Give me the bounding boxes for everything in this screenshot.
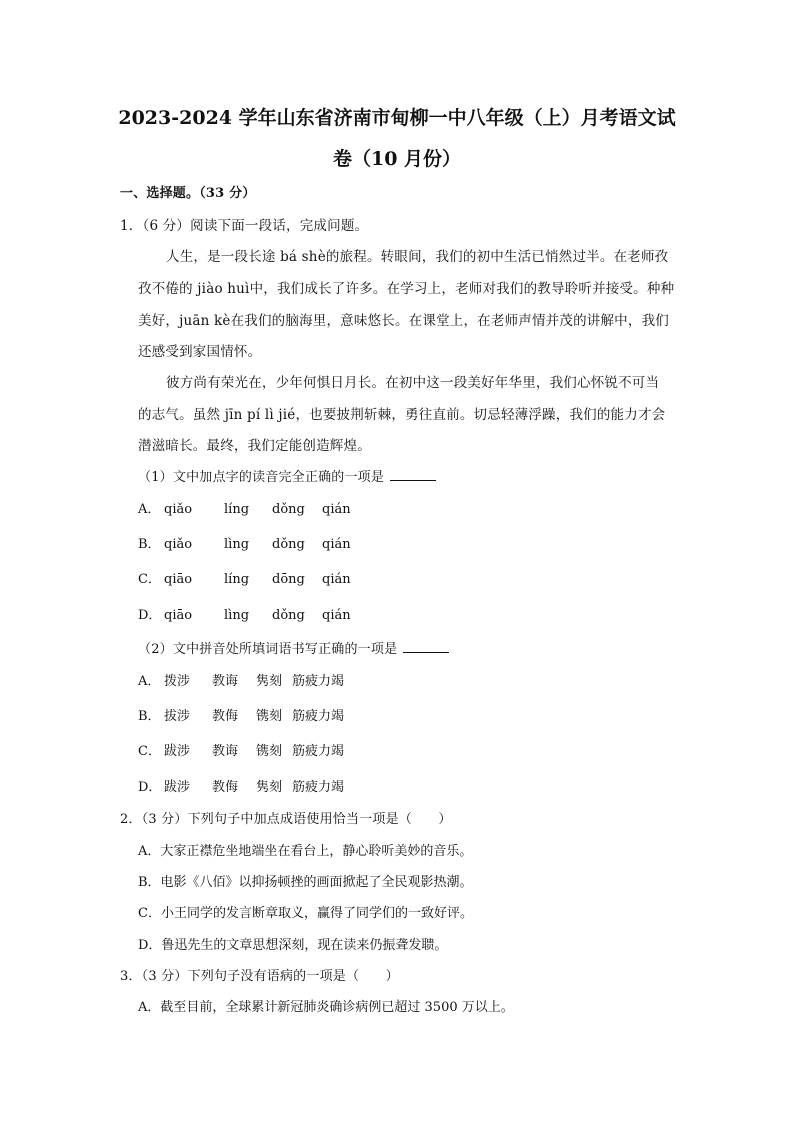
- option-label: A．: [138, 674, 161, 689]
- option-word: 跋涉: [164, 744, 191, 759]
- option-word: dōng: [272, 572, 305, 587]
- option-row[interactable]: A．大家正襟危坐地端坐在看台上，静心聆听美妙的音乐。: [138, 844, 473, 859]
- option-row[interactable]: [138, 673, 362, 691]
- option-word: 教侮: [212, 780, 239, 795]
- option-label: A．: [138, 502, 161, 517]
- passage-line: 的志气。虽然 jīn pí lì jié，也要披荆斩棘，勇往直前。切忌轻薄浮躁，我们的能力才会: [138, 407, 666, 423]
- option-row[interactable]: [138, 501, 369, 519]
- question-1-stem: 1．（6 分）阅读下面一段话，完成问题。: [120, 218, 369, 234]
- option-label: D．: [138, 608, 162, 623]
- option-word: 镌刻: [256, 744, 283, 759]
- answer-blank[interactable]: [403, 640, 449, 653]
- section-heading: 一、选择题。（33 分）: [120, 186, 256, 201]
- option-word: qián: [322, 608, 351, 623]
- option-word: 筋疲力竭: [292, 744, 345, 759]
- option-word: líng: [224, 572, 250, 587]
- passage-line: 美好，juān kè在我们的脑海里，意味悠长。在课堂上，在老师声情并茂的讲解中，我们: [138, 313, 669, 329]
- option-word: qiǎo: [164, 502, 193, 517]
- passage-line: 孜不倦的 jiào huì中，我们成长了许多。在学习上，老师对我们的教导聆听并接受。种种: [138, 281, 675, 297]
- passage-line: 人生，是一段长途 bá shè的旅程。转眼间，我们的初中生活已悄然过半。在老师孜: [166, 249, 669, 265]
- option-word: 镌刻: [256, 709, 283, 724]
- option-row[interactable]: [138, 708, 362, 726]
- option-word: lìng: [224, 537, 250, 552]
- option-label: D．: [138, 780, 162, 795]
- option-word: qiāo: [164, 572, 193, 587]
- option-row[interactable]: [138, 607, 369, 625]
- option-word: qián: [322, 502, 351, 517]
- exam-title-line-1: 2023-2024 学年山东省济南市甸柳一中八年级（上）月考语文试: [118, 107, 676, 129]
- option-word: dǒng: [272, 537, 305, 552]
- option-word: qián: [322, 572, 351, 587]
- sub-question-2-text: （2）文中拼音处所填词语书写正确的一项是: [138, 642, 398, 657]
- option-word: 跋涉: [164, 780, 191, 795]
- sub-question-1-text: （1）文中加点字的读音完全正确的一项是: [138, 470, 385, 485]
- option-row[interactable]: [138, 536, 369, 554]
- option-word: 教诲: [212, 744, 239, 759]
- option-row[interactable]: B．电影《八佰》以抑扬顿挫的画面掀起了全民观影热潮。: [138, 875, 473, 890]
- option-label: C．: [138, 572, 161, 587]
- option-word: 筋疲力竭: [292, 709, 345, 724]
- option-word: qiāo: [164, 608, 193, 623]
- option-label: B．: [138, 537, 161, 552]
- option-word: qián: [322, 537, 351, 552]
- option-word: lìng: [224, 608, 250, 623]
- option-word: dǒng: [272, 502, 305, 517]
- sub-question-1-prompt: [138, 468, 436, 487]
- option-label: B．: [138, 709, 161, 724]
- question-3-stem: 3．（3 分）下列句子没有语病的一项是（ ）: [120, 969, 399, 984]
- option-row[interactable]: D．鲁迅先生的文章思想深刻，现在读来仍振聋发聩。: [138, 938, 448, 953]
- exam-title-line-2: 卷（10 月份）: [332, 148, 462, 170]
- option-word: 筋疲力竭: [292, 674, 345, 689]
- option-word: 教侮: [212, 709, 239, 724]
- option-row[interactable]: [138, 779, 362, 797]
- option-word: qiǎo: [164, 537, 193, 552]
- option-word: 拨涉: [164, 674, 191, 689]
- option-word: 拔涉: [164, 709, 191, 724]
- option-row[interactable]: [138, 743, 362, 761]
- passage-line: 彼方尚有荣光在，少年何惧日月长。在初中这一段美好年华里，我们心怀锐不可当: [166, 375, 660, 391]
- option-word: líng: [224, 502, 250, 517]
- option-row[interactable]: [138, 571, 369, 589]
- passage-line: 还感受到家国情怀。: [138, 344, 262, 360]
- question-2-stem: 2．（3 分）下列句子中加点成语使用恰当一项是（ ）: [120, 812, 452, 827]
- option-word: 教诲: [212, 674, 239, 689]
- option-word: 隽刻: [256, 674, 283, 689]
- sub-question-2-prompt: [138, 640, 449, 659]
- option-word: 筋疲力竭: [292, 780, 345, 795]
- option-word: 隽刻: [256, 780, 283, 795]
- option-label: C．: [138, 744, 161, 759]
- passage-line: 潜滋暗长。最终，我们定能创造辉煌。: [138, 438, 371, 454]
- answer-blank[interactable]: [390, 468, 436, 481]
- option-word: dǒng: [272, 608, 305, 623]
- option-row[interactable]: A．截至目前，全球累计新冠肺炎确诊病例已超过 3500 万以上。: [138, 1000, 514, 1015]
- option-row[interactable]: C．小王同学的发言断章取义，赢得了同学们的一致好评。: [138, 906, 473, 921]
